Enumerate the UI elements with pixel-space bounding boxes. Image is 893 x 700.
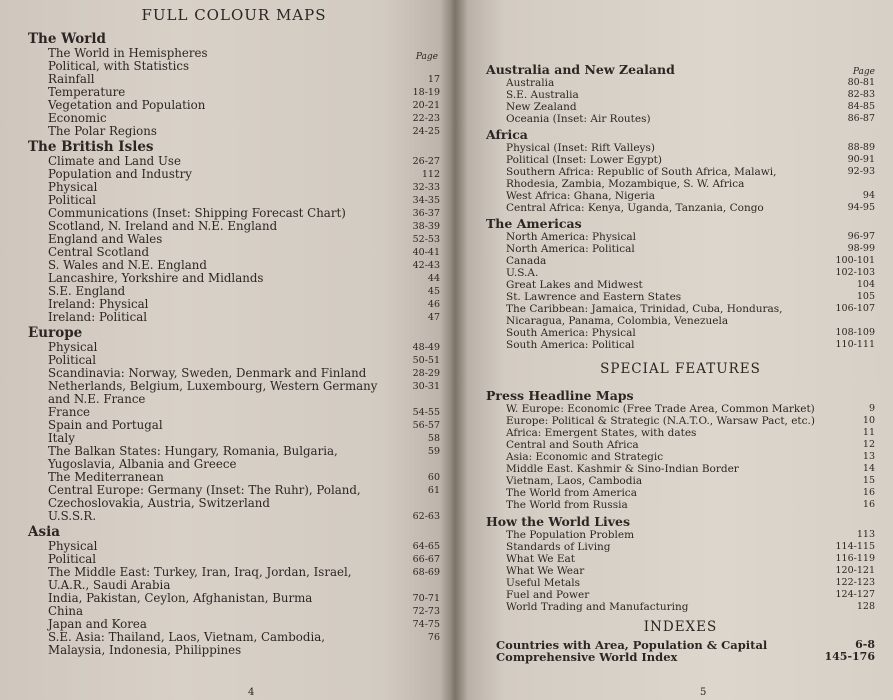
entry-title: Great Lakes and Midwest xyxy=(506,279,643,291)
entry-title: Southern Africa: Republic of South Africa, Malawi, Rhodesia, Zambia, Mozambique, S. W. Africa xyxy=(506,166,777,190)
entry-page: 86-87 xyxy=(847,113,875,124)
entry-title: World Trading and Manufacturing xyxy=(506,601,689,613)
contents-entry xyxy=(486,327,875,339)
entry-page: 38-39 xyxy=(412,221,440,232)
contents-entry xyxy=(486,77,875,89)
entry-page: 110-111 xyxy=(835,339,875,350)
contents-entry xyxy=(486,427,875,439)
entry-title: The Balkan States: Hungary, Romania, Bulgaria, Yugoslavia, Albania and Greece xyxy=(48,444,338,471)
entry-page: 68-69 xyxy=(412,567,440,578)
entry-page: 114-115 xyxy=(835,541,875,552)
entry-page: 14 xyxy=(862,463,875,474)
section-header xyxy=(486,511,875,529)
entry-page: 16 xyxy=(862,487,875,498)
entry-page: 60 xyxy=(427,472,440,483)
contents-entry xyxy=(486,303,875,327)
section-header xyxy=(28,523,440,540)
entry-title: France xyxy=(48,405,91,419)
entry-title: Political xyxy=(48,193,97,207)
entry-title: Fuel and Power xyxy=(506,589,590,601)
entry-page: 15 xyxy=(862,475,875,486)
entry-page: 50-51 xyxy=(412,355,440,366)
page-number: 5 xyxy=(700,687,707,698)
contents-entry xyxy=(486,231,875,243)
contents-entry xyxy=(28,125,440,138)
contents-entry xyxy=(486,339,875,351)
entry-page: 61 xyxy=(427,485,440,496)
indexes-title: INDEXES xyxy=(643,619,718,635)
entry-title: Netherlands, Belgium, Luxembourg, Western Germany and N.E. France xyxy=(48,379,378,406)
entry-title: The Polar Regions xyxy=(48,124,157,138)
entry-page: 92-93 xyxy=(847,166,875,177)
section-heading: The World xyxy=(28,31,106,47)
entry-page: 45 xyxy=(427,286,440,297)
entry-title: Economic xyxy=(48,111,107,125)
entry-page: 98-99 xyxy=(847,243,875,254)
page-column-header: Page xyxy=(415,52,438,62)
contents-list xyxy=(28,30,440,657)
contents-entry xyxy=(28,484,440,510)
entry-title: Japan and Korea xyxy=(48,617,147,631)
entry-title: Central Africa: Kenya, Uganda, Tanzania, Congo xyxy=(506,202,764,214)
contents-entry xyxy=(486,601,875,613)
page-title: FULL COLOUR MAPS xyxy=(141,6,327,24)
entry-page: 113 xyxy=(856,529,875,540)
entry-title: Canada xyxy=(506,255,547,267)
entry-page: 94 xyxy=(862,190,875,201)
entry-page: 100-101 xyxy=(835,255,875,266)
entry-title: Communications (Inset: Shipping Forecast Chart) xyxy=(48,206,346,220)
entry-page: 48-49 xyxy=(412,342,440,353)
entry-page: 72-73 xyxy=(412,606,440,617)
entry-page: 36-37 xyxy=(412,208,440,219)
section-header xyxy=(28,30,440,47)
section-heading: The Americas xyxy=(486,216,582,231)
entry-title: North America: Political xyxy=(506,243,635,255)
entry-title: U.S.A. xyxy=(506,267,539,279)
contents-entry xyxy=(28,592,440,605)
entry-page: 46 xyxy=(427,299,440,310)
entry-page: 16 xyxy=(862,499,875,510)
contents-entry xyxy=(486,291,875,303)
special-features-title: SPECIAL FEATURES xyxy=(600,361,761,377)
entry-title: Scotland, N. Ireland and N.E. England xyxy=(48,219,278,233)
entry-page: 122-123 xyxy=(835,577,875,588)
indexes-list xyxy=(486,639,875,663)
entry-page: 9 xyxy=(868,403,875,414)
entry-title: The World in Hemispheres xyxy=(48,46,208,60)
entry-page: 102-103 xyxy=(835,267,875,278)
entry-page: 44 xyxy=(427,273,440,284)
section-heading: Asia xyxy=(28,524,60,540)
entry-title: New Zealand xyxy=(506,101,577,113)
entry-title: St. Lawrence and Eastern States xyxy=(506,291,682,303)
section-header xyxy=(486,385,875,403)
page-column-header: Page xyxy=(852,67,875,77)
section-header xyxy=(28,138,440,155)
contents-entry xyxy=(486,101,875,113)
index-page: 145-176 xyxy=(824,650,875,663)
index-title: Comprehensive World Index xyxy=(496,650,678,664)
entry-title: S.E. Asia: Thailand, Laos, Vietnam, Cambodia, Malaysia, Indonesia, Philippines xyxy=(48,630,326,657)
contents-entry xyxy=(486,499,875,511)
entry-title: Central and South Africa xyxy=(506,439,639,451)
entry-page: 88-89 xyxy=(847,142,875,153)
contents-entry xyxy=(486,267,875,279)
contents-entry xyxy=(486,154,875,166)
section-heading: Europe xyxy=(28,325,83,341)
entry-title: S.E. Australia xyxy=(506,89,579,101)
entry-page: 34-35 xyxy=(412,195,440,206)
entry-title: The Mediterranean xyxy=(48,470,164,484)
entry-page: 26-27 xyxy=(412,156,440,167)
entry-title: S.E. England xyxy=(48,284,126,298)
contents-entry xyxy=(486,541,875,553)
entry-title: Middle East. Kashmir & Sino-Indian Border xyxy=(506,463,739,475)
entry-title: Oceania (Inset: Air Routes) xyxy=(506,113,651,125)
entry-page: 80-81 xyxy=(847,77,875,88)
contents-entry xyxy=(486,565,875,577)
entry-page: 59 xyxy=(427,446,440,457)
entry-title: U.S.S.R. xyxy=(48,509,97,523)
section-heading: The British Isles xyxy=(28,139,154,155)
entry-title: Spain and Portugal xyxy=(48,418,163,432)
entry-page: 112 xyxy=(421,169,440,180)
entry-title: The Caribbean: Jamaica, Trinidad, Cuba, Honduras, Nicaragua, Panama, Colombia, Venezuela xyxy=(506,303,783,327)
entry-title: Rainfall xyxy=(48,72,95,86)
entry-title: Italy xyxy=(48,431,75,445)
contents-entry xyxy=(28,445,440,471)
entry-title: Population and Industry xyxy=(48,167,192,181)
entry-title: The Population Problem xyxy=(506,529,635,541)
contents-entry xyxy=(486,403,875,415)
contents-entry xyxy=(28,311,440,324)
right-page xyxy=(452,0,893,700)
contents-entry xyxy=(486,243,875,255)
section-heading: How the World Lives xyxy=(486,514,631,529)
entry-page: 12 xyxy=(862,439,875,450)
section-heading: Africa xyxy=(486,127,528,142)
entry-title: Ireland: Physical xyxy=(48,297,149,311)
entry-page: 10 xyxy=(862,415,875,426)
contents-entry xyxy=(486,529,875,541)
page-number: 4 xyxy=(248,687,255,698)
contents-entry xyxy=(486,279,875,291)
contents-entry xyxy=(486,202,875,214)
entry-title: North America: Physical xyxy=(506,231,636,243)
contents-entry xyxy=(486,113,875,125)
section-heading: Press Headline Maps xyxy=(486,388,634,403)
entry-title: Central Europe: Germany (Inset: The Ruhr), Poland, Czechoslovakia, Austria, Switzerland xyxy=(48,483,361,510)
section-header xyxy=(486,214,875,231)
entry-page: 96-97 xyxy=(847,231,875,242)
entry-page: 128 xyxy=(856,601,875,612)
contents-entry xyxy=(28,419,440,432)
entry-page: 18-19 xyxy=(412,87,440,98)
entry-page: 116-119 xyxy=(835,553,875,564)
entry-page: 13 xyxy=(862,451,875,462)
contents-entry xyxy=(486,577,875,589)
entry-page: 105 xyxy=(856,291,875,302)
contents-entry xyxy=(486,142,875,154)
entry-page: 52-53 xyxy=(412,234,440,245)
entry-title: Political xyxy=(48,552,97,566)
entry-page: 20-21 xyxy=(412,100,440,111)
special-features-list xyxy=(486,385,875,613)
entry-title: Physical xyxy=(48,539,98,553)
contents-entry xyxy=(28,631,440,657)
entry-title: Australia xyxy=(506,77,555,89)
entry-page: 106-107 xyxy=(835,303,875,314)
contents-entry xyxy=(486,415,875,427)
entry-title: Ireland: Political xyxy=(48,310,147,324)
entry-page: 124-127 xyxy=(835,589,875,600)
contents-entry xyxy=(486,166,875,190)
section-header xyxy=(28,324,440,341)
entry-page: 62-63 xyxy=(412,511,440,522)
entry-page: 74-75 xyxy=(412,619,440,630)
entry-title: Africa: Emergent States, with dates xyxy=(506,427,697,439)
entry-page: 76 xyxy=(427,632,440,643)
entry-title: West Africa: Ghana, Nigeria xyxy=(506,190,655,202)
entry-title: Asia: Economic and Strategic xyxy=(506,451,664,463)
entry-title: Political, with Statistics xyxy=(48,59,190,73)
entry-page: 30-31 xyxy=(412,381,440,392)
entry-page: 84-85 xyxy=(847,101,875,112)
entry-title: England and Wales xyxy=(48,232,163,246)
entry-title: Vegetation and Population xyxy=(48,98,206,112)
contents-entry xyxy=(486,487,875,499)
entry-title: Climate and Land Use xyxy=(48,154,181,168)
entry-page: 24-25 xyxy=(412,126,440,137)
entry-title: Physical xyxy=(48,340,98,354)
entry-title: Physical (Inset: Rift Valleys) xyxy=(506,142,655,154)
entry-title: The World from Russia xyxy=(506,499,628,511)
entry-title: Scandinavia: Norway, Sweden, Denmark and Finland xyxy=(48,366,367,380)
entry-title: Useful Metals xyxy=(506,577,580,589)
entry-page: 22-23 xyxy=(412,113,440,124)
entry-page: 104 xyxy=(856,279,875,290)
entry-page: 11 xyxy=(862,427,875,438)
entry-page: 42-43 xyxy=(412,260,440,271)
contents-entry xyxy=(28,380,440,406)
entry-page: 56-57 xyxy=(412,420,440,431)
entry-page: 47 xyxy=(427,312,440,323)
entry-title: Central Scotland xyxy=(48,245,150,259)
index-title: Countries with Area, Population & Capital xyxy=(496,638,768,652)
entry-title: Lancashire, Yorkshire and Midlands xyxy=(48,271,264,285)
section-heading: Australia and New Zealand xyxy=(486,62,675,77)
entry-page: 17 xyxy=(427,74,440,85)
contents-entry xyxy=(486,553,875,565)
entry-page: 54-55 xyxy=(412,407,440,418)
entry-title: Standards of Living xyxy=(506,541,611,553)
entry-title: Political xyxy=(48,353,97,367)
contents-entry xyxy=(486,439,875,451)
entry-page: 94-95 xyxy=(847,202,875,213)
contents-entry xyxy=(486,89,875,101)
entry-page: 66-67 xyxy=(412,554,440,565)
contents-entry xyxy=(486,255,875,267)
index-entry xyxy=(486,651,875,663)
contents-entry xyxy=(28,566,440,592)
entry-page: 108-109 xyxy=(835,327,875,338)
entry-page: 82-83 xyxy=(847,89,875,100)
entry-page: 32-33 xyxy=(412,182,440,193)
entry-title: The World from America xyxy=(506,487,637,499)
entry-title: Temperature xyxy=(48,85,126,99)
entry-page: 90-91 xyxy=(847,154,875,165)
entry-title: China xyxy=(48,604,84,618)
entry-title: What We Wear xyxy=(506,565,585,577)
section-header xyxy=(486,60,875,77)
entry-title: S. Wales and N.E. England xyxy=(48,258,207,272)
entry-page: 28-29 xyxy=(412,368,440,379)
entry-title: Europe: Political & Strategic (N.A.T.O., Warsaw Pact, etc.) xyxy=(506,415,815,427)
contents-entry xyxy=(28,510,440,523)
entry-page: 120-121 xyxy=(835,565,875,576)
contents-list xyxy=(486,60,875,351)
entry-title: W. Europe: Economic (Free Trade Area, Common Market) xyxy=(506,403,815,415)
entry-page: 70-71 xyxy=(412,593,440,604)
contents-entry xyxy=(486,463,875,475)
entry-page: 40-41 xyxy=(412,247,440,258)
entry-page: 58 xyxy=(427,433,440,444)
entry-title: Political (Inset: Lower Egypt) xyxy=(506,154,663,166)
entry-page: 64-65 xyxy=(412,541,440,552)
entry-title: India, Pakistan, Ceylon, Afghanistan, Burma xyxy=(48,591,313,605)
entry-title: Vietnam, Laos, Cambodia xyxy=(506,475,643,487)
entry-title: Physical xyxy=(48,180,98,194)
section-header xyxy=(486,125,875,142)
contents-entry xyxy=(486,190,875,202)
entry-title: South America: Physical xyxy=(506,327,636,339)
entry-title: The Middle East: Turkey, Iran, Iraq, Jordan, Israel, U.A.R., Saudi Arabia xyxy=(48,565,352,592)
contents-entry xyxy=(486,589,875,601)
index-page: 6-8 xyxy=(855,638,875,651)
entry-title: South America: Political xyxy=(506,339,635,351)
contents-entry xyxy=(486,451,875,463)
entry-title: What We Eat xyxy=(506,553,576,565)
contents-entry xyxy=(486,475,875,487)
